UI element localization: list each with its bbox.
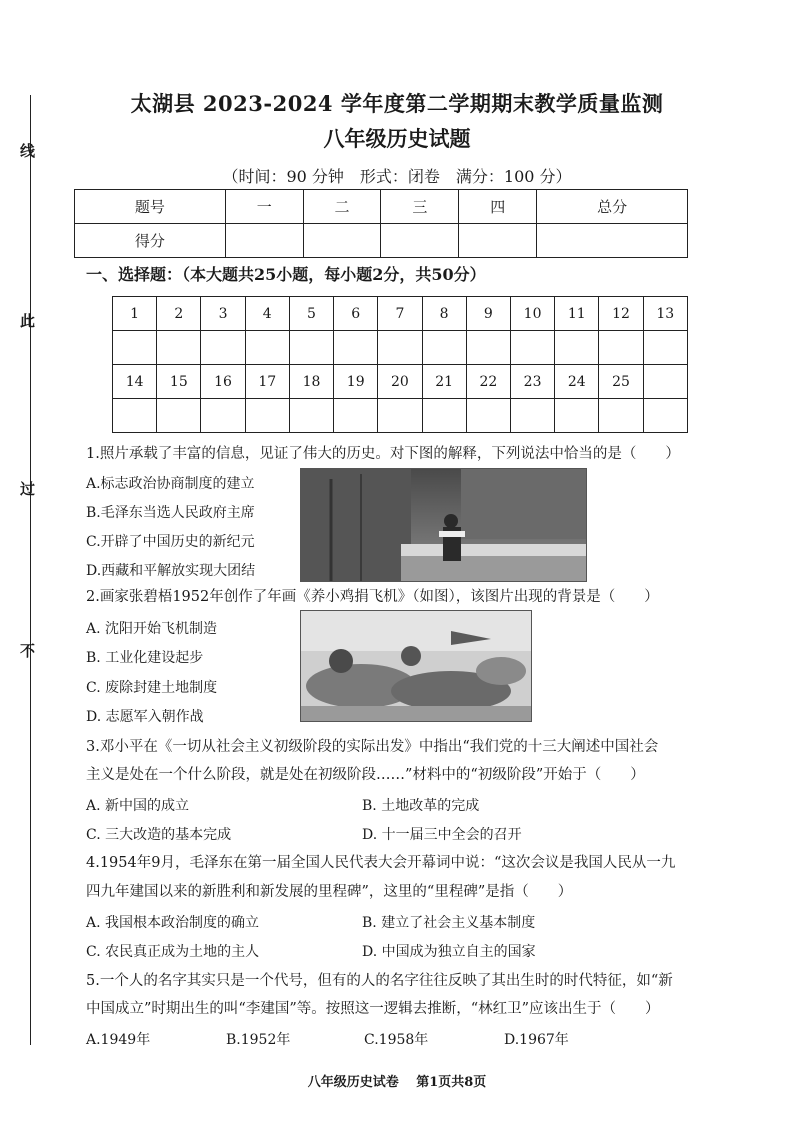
answer-number: 23 — [510, 365, 554, 399]
answer-blank[interactable] — [466, 331, 510, 365]
answer-blank[interactable] — [113, 399, 157, 433]
question-1-option-b: B.毛泽东当选人民政府主席 — [86, 505, 255, 521]
answer-blank[interactable] — [201, 399, 245, 433]
question-4-stem-line2: 四九年建国以来的新胜利和新发展的里程碑”，这里的“里程碑”是指（ ） — [86, 884, 573, 900]
score-header-cell: 题号 — [75, 190, 226, 224]
question-3-option-d: D. 十一届三中全会的召开 — [362, 827, 522, 843]
score-header-cell: 三 — [381, 190, 459, 224]
answer-blank[interactable] — [510, 399, 554, 433]
score-header-cell: 总分 — [537, 190, 688, 224]
exam-title: 太湖县 2023-2024 学年度第二学期期末教学质量监测 — [130, 91, 664, 116]
answer-blank[interactable] — [555, 399, 599, 433]
answer-grid — [112, 296, 688, 433]
answer-blank[interactable] — [599, 399, 643, 433]
score-input-cell[interactable] — [459, 224, 537, 258]
answer-number: 19 — [334, 365, 378, 399]
question-2-option-a: A. 沈阳开始飞机制造 — [86, 621, 218, 637]
answer-number: 5 — [289, 297, 333, 331]
page-footer: 八年级历史试卷 第1页共8页 — [307, 1075, 487, 1090]
question-4-option-d: D. 中国成为独立自主的国家 — [362, 944, 536, 960]
question-1-option-a: A.标志政治协商制度的建立 — [86, 476, 255, 492]
answer-number: 25 — [599, 365, 643, 399]
answer-blank[interactable] — [599, 331, 643, 365]
question-5-stem-line1: 5.一个人的名字其实只是一个代号，但有的人的名字往往反映了其出生时的时代特征，如“新 — [86, 973, 673, 989]
question-2-option-c: C. 废除封建土地制度 — [86, 680, 218, 696]
section1-heading: 一、选择题：（本大题共25小题，每小题2分，共50分） — [86, 265, 486, 284]
answer-number: 12 — [599, 297, 643, 331]
answer-blank[interactable] — [289, 399, 333, 433]
answer-blank[interactable] — [201, 331, 245, 365]
question-4-stem-line1: 4.1954年9月，毛泽东在第一届全国人民代表大会开幕词中说：“这次会议是我国人民从一九 — [86, 855, 676, 871]
score-input-cell[interactable] — [225, 224, 303, 258]
answer-number: 3 — [201, 297, 245, 331]
answer-blank[interactable] — [555, 331, 599, 365]
question-5-option-a: A.1949年 — [86, 1032, 151, 1048]
question-1-stem: 1.照片承载了丰富的信息，见证了伟大的历史。对下图的解释，下列说法中恰当的是（ ） — [86, 446, 680, 462]
answer-number: 24 — [555, 365, 599, 399]
question-4-option-a: A. 我国根本政治制度的确立 — [86, 915, 260, 931]
answer-blank[interactable] — [643, 331, 687, 365]
question-5-option-d: D.1967年 — [504, 1032, 569, 1048]
answer-number: 21 — [422, 365, 466, 399]
answer-blank[interactable] — [113, 331, 157, 365]
margin-mark: 此 — [20, 312, 36, 330]
answer-number: 16 — [201, 365, 245, 399]
answer-number: 17 — [245, 365, 289, 399]
answer-number: 15 — [157, 365, 201, 399]
binding-margin-line — [30, 95, 31, 1045]
question-1-photo-image — [301, 469, 586, 581]
answer-number: 2 — [157, 297, 201, 331]
question-5-option-c: C.1958年 — [364, 1032, 429, 1048]
answer-number: 4 — [245, 297, 289, 331]
answer-blank[interactable] — [378, 331, 422, 365]
question-2-stem: 2.画家张碧梧1952年创作了年画《养小鸡捐飞机》（如图），该图片出现的背景是（ ） — [86, 589, 659, 605]
question-5-option-b: B.1952年 — [226, 1032, 291, 1048]
answer-blank[interactable] — [643, 399, 687, 433]
answer-number: 11 — [555, 297, 599, 331]
answer-number: 22 — [466, 365, 510, 399]
margin-mark: 不 — [20, 642, 36, 660]
answer-blank[interactable] — [334, 399, 378, 433]
exam-subtitle: 八年级历史试题 — [323, 126, 471, 151]
answer-blank[interactable] — [378, 399, 422, 433]
question-3-option-a: A. 新中国的成立 — [86, 798, 190, 814]
answer-blank[interactable] — [422, 399, 466, 433]
answer-number-row-1 — [113, 297, 688, 331]
score-input-cell[interactable] — [381, 224, 459, 258]
answer-number: 8 — [422, 297, 466, 331]
score-header-cell: 四 — [459, 190, 537, 224]
question-1-photo — [300, 468, 587, 582]
answer-number: 14 — [113, 365, 157, 399]
question-2-painting — [300, 610, 532, 722]
question-5-stem-line2: 中国成立”时期出生的叫“李建国”等。按照这一逻辑去推断，“林红卫”应该出生于（ ） — [86, 1001, 660, 1017]
question-1-option-d: D.西藏和平解放实现大团结 — [86, 563, 256, 579]
answer-blank[interactable] — [289, 331, 333, 365]
answer-number: 1 — [113, 297, 157, 331]
answer-blank[interactable] — [157, 399, 201, 433]
answer-number: 10 — [510, 297, 554, 331]
question-3-stem-line1: 3.邓小平在《一切从社会主义初级阶段的实际出发》中指出“我们党的十三大阐述中国社会 — [86, 739, 659, 755]
answer-blank[interactable] — [245, 331, 289, 365]
answer-number: 13 — [643, 297, 687, 331]
question-4-option-c: C. 农民真正成为土地的主人 — [86, 944, 260, 960]
answer-blank-row-2 — [113, 399, 688, 433]
exam-info: （时间：90 分钟 形式：闭卷 满分：100 分） — [222, 167, 572, 186]
score-header-cell: 二 — [303, 190, 381, 224]
answer-number-row-2 — [113, 365, 688, 399]
answer-blank-row-1 — [113, 331, 688, 365]
question-3-stem-line2: 主义是处在一个什么阶段，就是处在初级阶段……”材料中的“初级阶段”开始于（ ） — [86, 767, 645, 783]
score-input-cell[interactable] — [303, 224, 381, 258]
answer-number: 20 — [378, 365, 422, 399]
question-3-option-c: C. 三大改造的基本完成 — [86, 827, 232, 843]
answer-number: 7 — [378, 297, 422, 331]
question-2-option-d: D. 志愿军入朝作战 — [86, 709, 204, 725]
answer-blank[interactable] — [157, 331, 201, 365]
answer-blank[interactable] — [245, 399, 289, 433]
score-row-label: 得分 — [75, 224, 226, 258]
score-input-cell[interactable] — [537, 224, 688, 258]
answer-number: 9 — [466, 297, 510, 331]
question-4-option-b: B. 建立了社会主义基本制度 — [362, 915, 536, 931]
question-2-option-b: B. 工业化建设起步 — [86, 650, 204, 666]
margin-mark: 线 — [20, 142, 36, 160]
answer-blank[interactable] — [510, 331, 554, 365]
answer-number: 18 — [289, 365, 333, 399]
answer-number — [643, 365, 687, 399]
question-1-option-c: C.开辟了中国历史的新纪元 — [86, 534, 255, 550]
score-header-cell: 一 — [225, 190, 303, 224]
question-2-painting-image — [301, 611, 531, 721]
answer-blank[interactable] — [422, 331, 466, 365]
question-3-option-b: B. 土地改革的完成 — [362, 798, 480, 814]
answer-blank[interactable] — [466, 399, 510, 433]
answer-blank[interactable] — [334, 331, 378, 365]
margin-mark: 过 — [20, 480, 36, 498]
score-table — [74, 189, 688, 258]
answer-number: 6 — [334, 297, 378, 331]
